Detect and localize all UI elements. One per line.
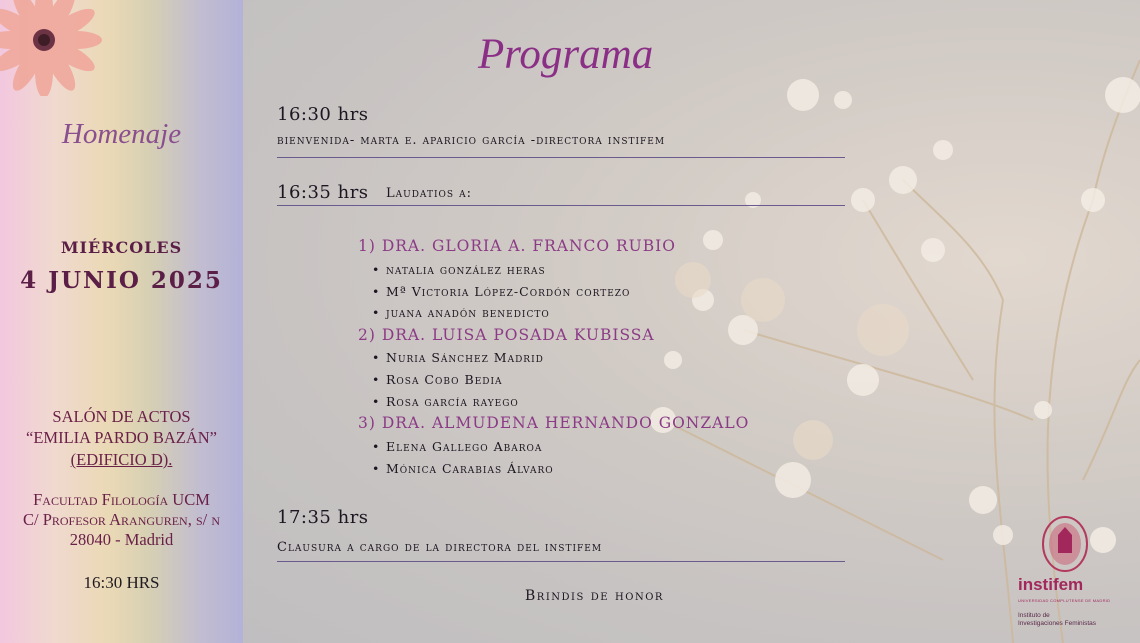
divider-2 xyxy=(277,205,845,206)
venue-line-2: “EMILIA PARDO BAZÁN” xyxy=(26,428,217,447)
university-seal-icon xyxy=(1040,515,1090,573)
honoree-2-speaker-2: • Rosa Cobo Bedia xyxy=(372,372,503,387)
slot-3-time: 17:35 hrs xyxy=(277,507,369,528)
instifem-logo-university: UNIVERSIDAD COMPLUTENSE DE MADRID xyxy=(1018,598,1111,603)
homenaje-heading: Homenaje xyxy=(61,118,182,150)
event-date: 4 JUNIO 2025 xyxy=(20,267,223,294)
slot-3-text: Clausura a cargo de la directora del instifem xyxy=(277,540,603,555)
honoree-3-speaker-1: • Elena Gallego Abaroa xyxy=(372,439,542,454)
instifem-logo-name: instifem xyxy=(1018,575,1084,594)
event-start-time: 16:30 HRS xyxy=(83,573,160,592)
instifem-logo-line-2: Investigaciones Feministas xyxy=(1018,620,1097,627)
honoree-1-speaker-2: • Mª Victoria López-Cordón cortezo xyxy=(372,284,630,299)
instifem-logo-line-1: Instituto de xyxy=(1018,612,1050,619)
honoree-3-name: 3) DRA. ALMUDENA HERNANDO GONZALO xyxy=(358,414,750,432)
pink-flower-icon xyxy=(0,0,106,96)
event-weekday: MIÉRCOLES xyxy=(60,238,183,257)
slot-2-time: 16:35 hrs xyxy=(277,182,369,203)
honoree-1-speaker-1: • natalia gonzález heras xyxy=(372,262,546,277)
venue-line-3: (EDIFICIO D). xyxy=(70,450,173,469)
divider-3 xyxy=(277,561,845,562)
honoree-3-speaker-2: • Mónica Carabias Álvaro xyxy=(372,461,554,476)
honoree-2-speaker-3: • Rosa garcía rayego xyxy=(372,394,519,409)
honoree-2-speaker-1: • Nuria Sánchez Madrid xyxy=(372,350,544,365)
honoree-1-speaker-3: • juana anadón benedicto xyxy=(372,305,550,320)
divider-1 xyxy=(277,157,845,158)
address-line-1: Facultad Filología UCM xyxy=(33,490,210,509)
program-title: Programa xyxy=(478,31,654,78)
address-line-3: 28040 - Madrid xyxy=(69,530,174,549)
instifem-logo-subtitle xyxy=(1018,612,1096,628)
slot-2-text: Laudatios a: xyxy=(386,186,473,201)
venue-line-1: SALÓN DE ACTOS xyxy=(52,407,191,426)
honoree-1-name: 1) DRA. GLORIA A. FRANCO RUBIO xyxy=(358,237,676,255)
slot-1-time: 16:30 hrs xyxy=(277,104,369,125)
closing-toast: Brindis de honor xyxy=(525,588,664,604)
slot-1-text: bienvenida- marta e. aparicio garcía -directora instifem xyxy=(277,133,666,148)
honoree-2-name: 2) DRA. LUISA POSADA KUBISSA xyxy=(358,326,655,344)
address-line-2: C/ Profesor Aranguren, s/ n xyxy=(22,510,220,529)
